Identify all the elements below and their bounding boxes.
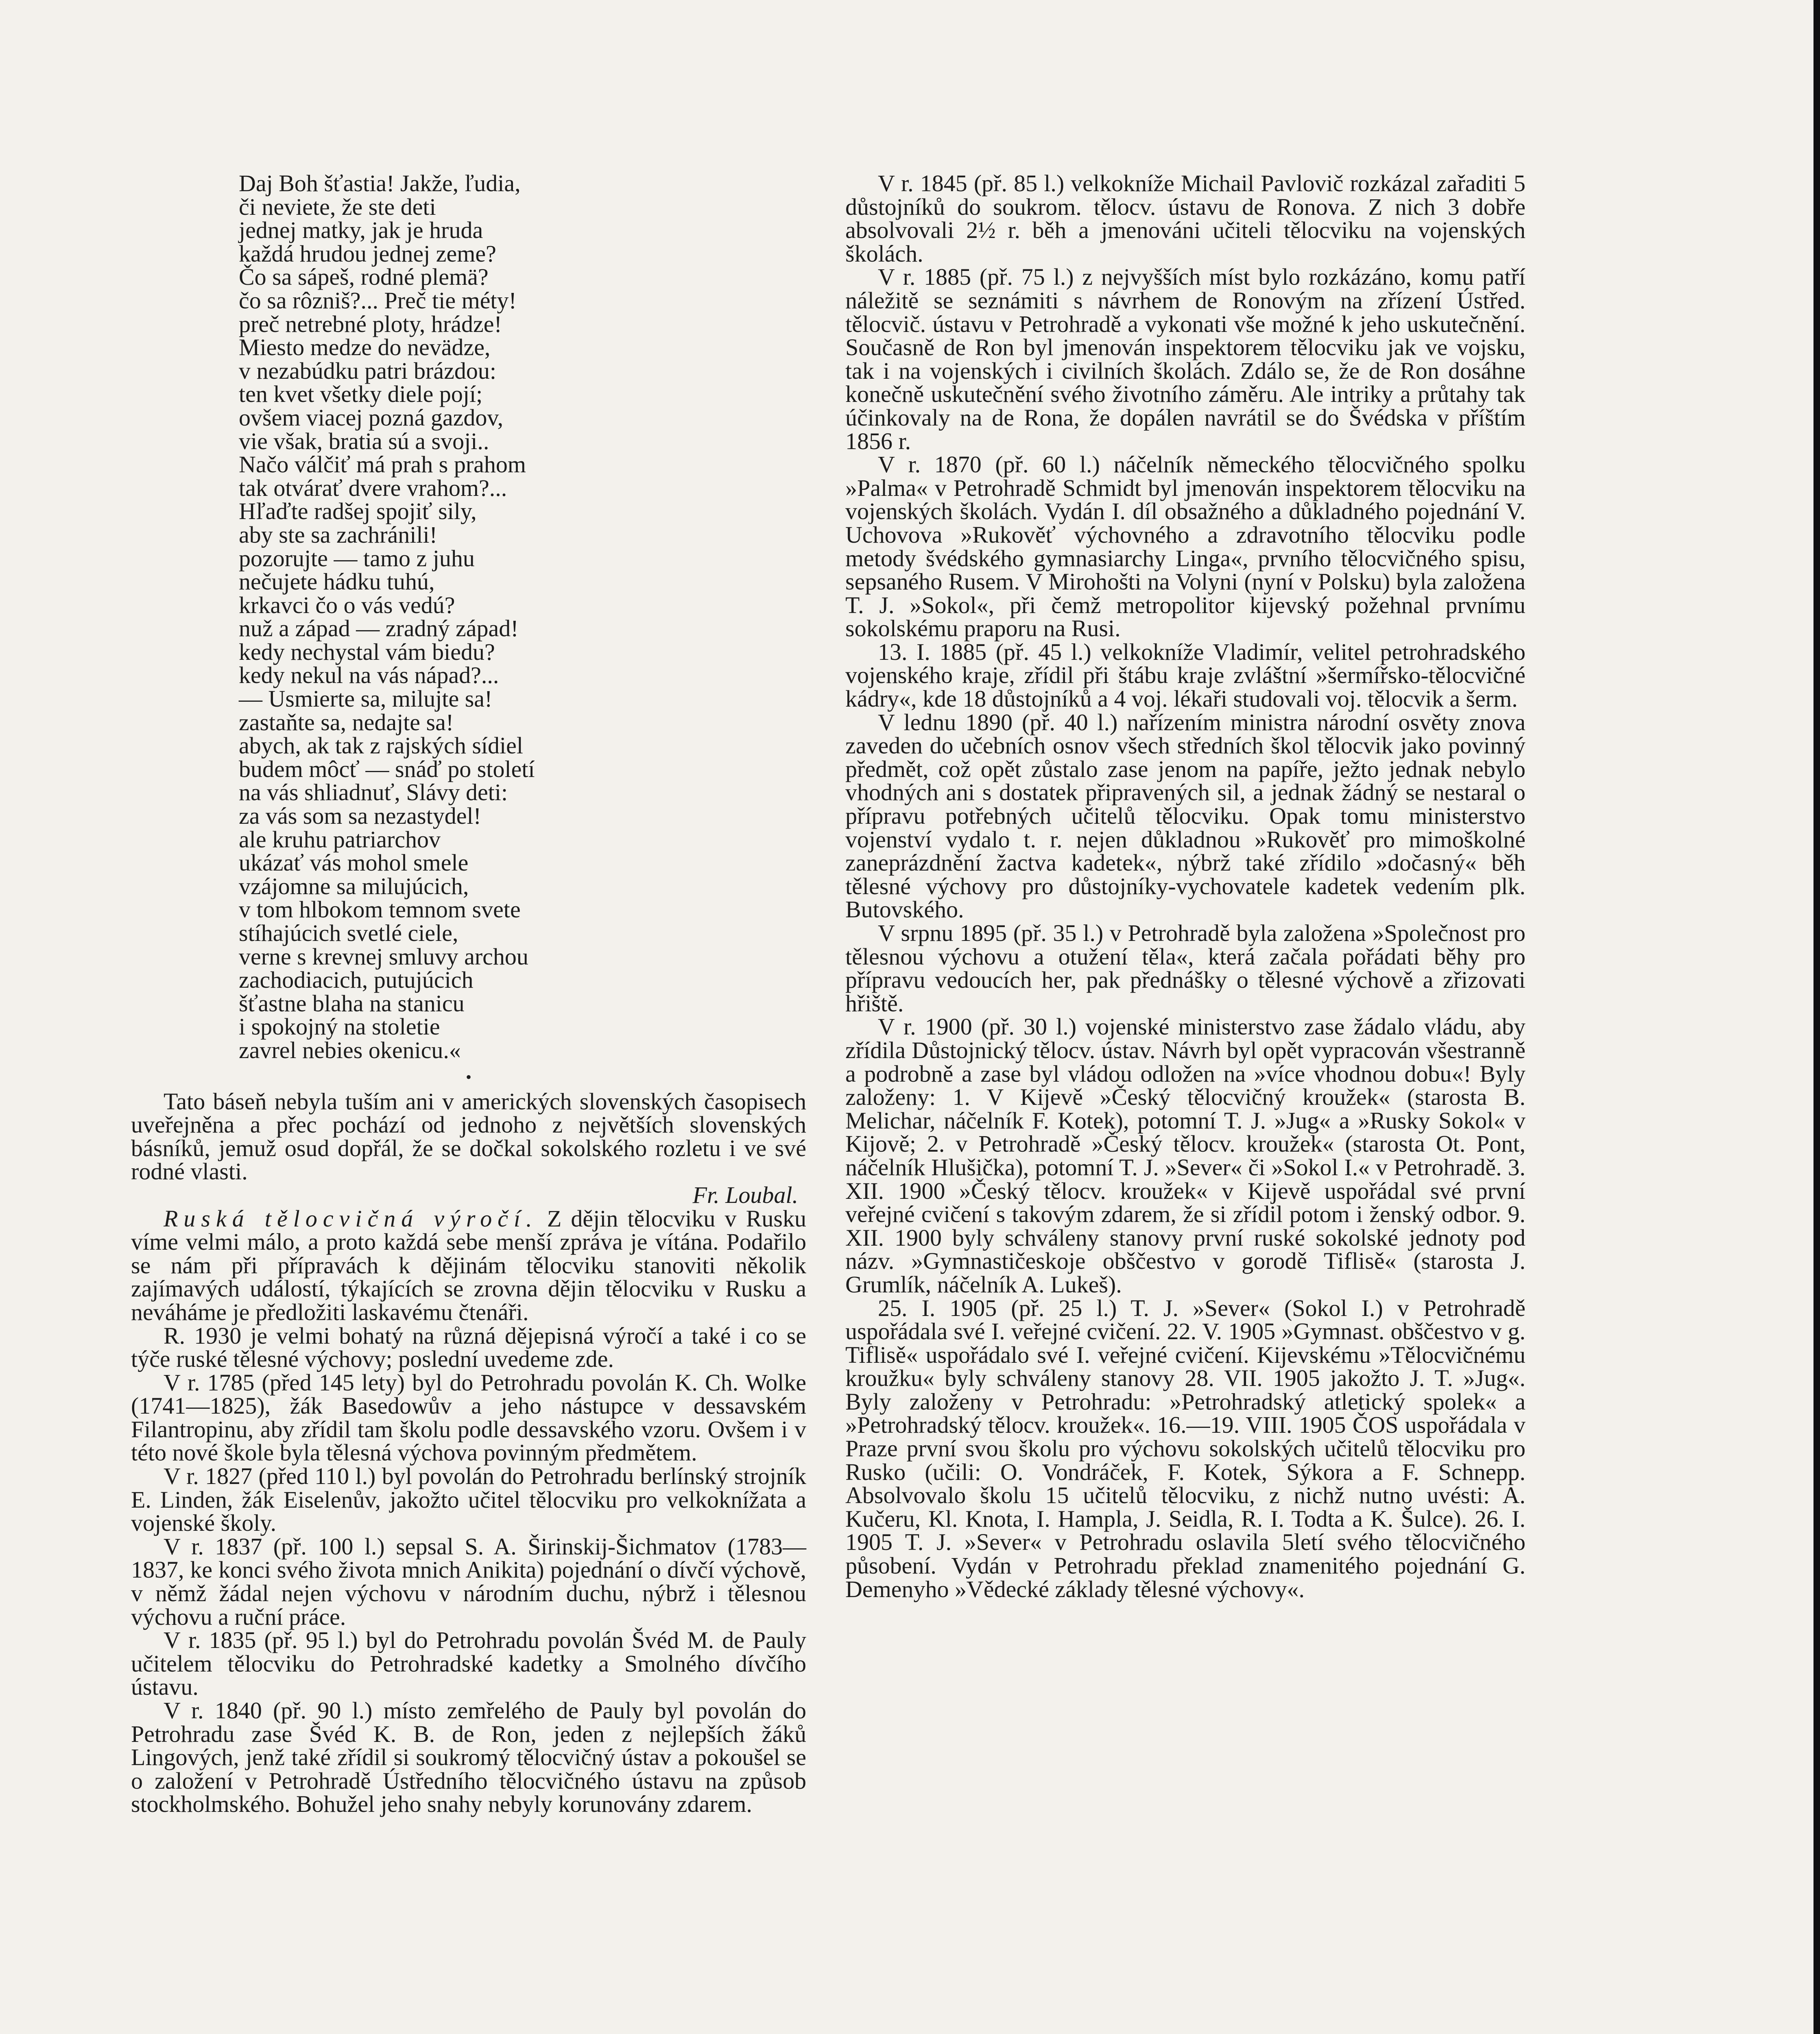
poem-line: krkavci čo o vás vedú? <box>239 591 455 618</box>
poem-separator: • <box>465 1067 471 1086</box>
poem-line: i spokojný na stoletie <box>239 1013 440 1040</box>
poem-line: kedy nekul na vás nápad?... <box>239 662 499 689</box>
poem-line: abych, ak tak z rajských sídiel <box>239 732 523 759</box>
poem-line: zastaňte sa, nedajte sa! <box>239 709 454 735</box>
poem-line: v tom hlbokom temnom svete <box>239 896 521 923</box>
poem-line: vie však, bratia sú a svoji.. <box>239 428 489 454</box>
paragraph: V r. 1827 (před 110 l.) byl povolán do Petrohradu berlínský strojník E. Linden, žák Eiselenův, jakožto učitel tělocviku pro velkoknížata a vojenské školy. <box>131 1463 806 1536</box>
paragraph: V lednu 1890 (př. 40 l.) nařízením ministra národní osvěty znova zaveden do učebních osnov všech středních škol tělocvik jako povinný předmět, což opět zůstalo zase jenom na papíře, ježto jednak nebylo vhodných ani s dostatek připravených sil, a jednak žádný se nestaral o přípravu potřebných učitelů tělocviku. Opak tomu ministerstvo vojenství vydalo t. r. nejen důkladnou »Rukověť pro mimoškolné zaneprázdnění žactva kadetek«, nýbrž také zřídilo »dočasný« běh tělesné výchovy pro důstojníky-vychovatele kadetek vedením plk. Butovského. <box>845 709 1525 923</box>
poem-line: nuž a západ — zradný západ! <box>239 615 519 642</box>
poem-line: — Usmierte sa, milujte sa! <box>239 685 493 712</box>
poem-line: čo sa rôzniš?... Preč tie méty! <box>239 287 517 314</box>
paragraph: V r. 1845 (př. 85 l.) velkokníže Michail Pavlovič rozkázal zařaditi 5 důstojníků do soukrom. tělocv. ústavu de Ronova. Z nich 3 dobře absolvovali 2½ r. běh a jmenováni učiteli tělocviku na vojenských školách. <box>845 170 1525 267</box>
paragraph: V r. 1837 (př. 100 l.) sepsal S. A. Širinskij-Šichmatov (1783—1837, ke konci svého života mnich Anikita) pojednání o dívčí výchově, v němž žádal nejen výchovu v národním duchu, nýbrž i tělesnou výchovu a ruční práce. <box>131 1533 806 1630</box>
paragraph: R. 1930 je velmi bohatý na různá dějepisná výročí a také i co se týče ruské tělesné výchovy; poslední uvedeme zde. <box>131 1322 806 1373</box>
poem-line: ten kvet všetky diele pojí; <box>239 381 483 408</box>
paragraph: V r. 1835 (př. 95 l.) byl do Petrohradu povolán Švéd M. de Pauly učitelem tělocviku do Petrohradské kadetky a Smolného dívčího ústavu. <box>131 1627 806 1700</box>
poem-line: šťastne blaha na stanicu <box>239 990 465 1017</box>
left-column <box>131 172 806 1816</box>
poem-line: Hľaďte radšej spojiť sily, <box>239 498 477 525</box>
poem-line: či neviete, že ste deti <box>239 193 436 220</box>
poem-line: Čo sa sápeš, rodné plemä? <box>239 264 489 290</box>
poem-line: každá hrudou jednej zeme? <box>239 240 496 267</box>
poem-line: Daj Boh šťastia! Jakže, ľudia, <box>239 170 521 196</box>
right-column <box>845 172 1525 1601</box>
poem-line: jednej matky, jak je hruda <box>239 217 483 244</box>
poem-line: ovšem viacej pozná gazdov, <box>239 404 504 431</box>
poem <box>239 172 806 1062</box>
section-intro-paragraph <box>131 1207 806 1324</box>
poem-line: v nezabúdku patri brázdou: <box>239 357 496 384</box>
poem-line: ukázať vás mohol smele <box>239 849 469 876</box>
poem-line: pozorujte — tamo z juhu <box>239 545 475 572</box>
section-intro: Z dějin tělocviku v Rusku víme velmi málo, a proto každá sebe menší zpráva je vítána. Podařilo se nám při přípravách k dějinám tělocviku stanoviti několik zajímavých událostí, týkajících se zrovna dějin tělocviku v Rusku a neváháme je předložiti laskavému čtenáři. <box>131 1205 806 1325</box>
paragraph: 13. I. 1885 (př. 45 l.) velkokníže Vladimír, velitel petrohradského vojenského kraje, zřídil při štábu kraje zvláštní »šermířsko-tělocvičné kádry«, kde 18 důstojníků a 4 voj. lékaři studovali voj. tělocvik a šerm. <box>845 638 1525 712</box>
scan-edge <box>1813 0 1820 2034</box>
poem-line: budem môcť — snáď po století <box>239 755 535 782</box>
poem-line: Načo válčiť má prah s prahom <box>239 451 526 478</box>
poem-line: vzájomne sa milujúcich, <box>239 873 469 899</box>
poem-line: ale kruhu patriarchov <box>239 826 441 853</box>
paragraph: V r. 1885 (př. 75 l.) z nejvyšších míst bylo rozkázáno, komu patří náležitě se seznámiti s návrhem de Ronovým na zřízení Ústřed. tělocvič. ústavu v Petrohradě a vykonati vše možné k jeho uskutečnění. Současně de Ron byl jmenován inspektorem tělocviku jak ve vojsku, tak i na vojenských i civilních školách. Zdálo se, že de Ron dosáhne konečně uskutečnění svého životního záměru. Ale intriky a průtahy tak účinkovaly na de Rona, že dopálen navrátil se do Švédska v příštím 1856 r. <box>845 264 1525 454</box>
poem-line: nečujete hádku tuhú, <box>239 568 435 595</box>
poem-line: aby ste sa zachránili! <box>239 521 437 548</box>
note-signature-row <box>131 1183 806 1207</box>
poem-line: na vás shliadnuť, Slávy deti: <box>239 779 508 806</box>
paragraph: V r. 1870 (př. 60 l.) náčelník německého tělocvičného spolku »Palma« v Petrohradě Schmidt byl jmenován inspektorem tělocviku na vojenských školách. Vydán I. díl obsažného a důkladného pojednání V. Uchovova »Rukověť výchovného a zdravotního tělocviku podle metody švédského gymnasiarchy Linga«, prvního tělocvičného spisu, sepsaného Rusem. V Mirohošti na Volyni (nyní v Polsku) byla založena T. J. »Sokol«, při čemž metropolitor kijevský požehnal prvnímu sokolskému praporu na Rusi. <box>845 451 1525 642</box>
paragraph: V srpnu 1895 (př. 35 l.) v Petrohradě byla založena »Společnost pro tělesnou výchovu a otužení těla«, která začala pořádati běhy pro přípravu vedoucích her, pak přednášky o tělesné výchově a zřizovati hřiště. <box>845 920 1525 1017</box>
paragraph: V r. 1785 (před 145 lety) byl do Petrohradu povolán K. Ch. Wolke (1741—1825), žák Basedowův a jeho nástupce v dessavském Filantropinu, aby zřídil tam školu podle dessavského vzoru. Ovšem i v této nové škole byla tělesná výchova povinným předmětem. <box>131 1369 806 1466</box>
paragraph: 25. I. 1905 (př. 25 l.) T. J. »Sever« (Sokol I.) v Petrohradě uspořádala své I. veřejné cvičení. 22. V. 1905 »Gymnast. obščestvo v g. Tiflisě« uspořádalo své I. veřejné cvičení. Kijevskému »Tělocvičnému kroužku« byly schváleny stanovy 28. VII. 1905 jakožto J. T. »Jug«. Byly založeny v Petrohradu: »Petrohradský atletický spolek« a »Petrohradský tělocv. kroužek«. 16.—19. VIII. 1905 ČOS uspořádala v Praze první svou školu pro výchovu sokolských učitelů tělocviku pro Rusko (učili: O. Vondráček, F. Kotek, Sýkora a F. Schnepp. Absolvovalo školu 15 učitelů tělocviku, z nichž nutno uvésti: A. Kučeru, Kl. Knota, I. Hampla, J. Seidla, R. I. Todta a K. Šulce). 26. I. 1905 T. J. »Sever« v Petrohradu oslavila 5letí svého tělocvičného působení. Vydán v Petrohradu překlad znamenitého pojednání G. Demenyho »Vědecké základy tělesné výchovy«. <box>845 1294 1525 1602</box>
poem-line: Miesto medze do nevädze, <box>239 334 491 361</box>
poem-line: zavrel nebies okenicu.« <box>239 1037 461 1063</box>
paragraph: V r. 1840 (př. 90 l.) místo zemřelého de Pauly byl povolán do Petrohradu zase Švéd K. B. de Ron, jeden z nejlepších žáků Lingových, jenž také zřídil si soukromý tělocvičný ústav a pokoušel se o založení v Petrohradě Ústředního tělocvičného ústavu na způsob stockholmského. Bohužel jeho snahy nebyly korunovány zdarem. <box>131 1697 806 1818</box>
editor-note: Tato báseň nebyla tuším ani v amerických slovenských časopisech uveřejněna a přec pochází od jednoho z největších slovenských básníků, jemuž osud dopřál, že se dočkal sokolského rozletu i ve své rodné vlasti. <box>131 1088 806 1185</box>
poem-line: za vás som sa nezastydel! <box>239 803 481 829</box>
poem-line: zachodiacich, putujúcich <box>239 967 474 993</box>
poem-line: preč netrebné ploty, hrádze! <box>239 310 502 337</box>
poem-line: kedy nechystal vám biedu? <box>239 638 495 665</box>
poem-line: tak otvárať dvere vrahom?... <box>239 474 507 501</box>
note-author: Fr. Loubal. <box>692 1181 798 1208</box>
poem-line: verne s krevnej smluvy archou <box>239 943 528 970</box>
paragraph: V r. 1900 (př. 30 l.) vojenské ministerstvo zase žádalo vládu, aby zřídila Důstojnický tělocv. ústav. Návrh byl opět vypracován všestranně a podrobně a zase byl vládou odložen na »více vhodnou dobu«! Byly založeny: 1. V Kijevě »Český tělocvičný kroužek« (starosta B. Melichar, náčelník F. Kotek), potomní T. J. »Jug« a »Rusky Sokol« v Kijově; 2. v Petrohradě »Český tělocv. kroužek« (starosta Ot. Pont, náčelník Hlušička), potomní T. J. »Sever« či »Sokol I.« v Petrohradě. 3. XII. 1900 »Český tělocv. kroužek« v Kijevě uspořádal své první veřejné cvičení s takovým zdarem, že si zřídil potom i ženský odbor. 9. XII. 1900 byly schváleny stanovy první ruské sokolské jednoty pod názv. »Gymnastičeskoje obščestvo v gorodě Tiflisě« (starosta J. Grumlík, náčelník A. Lukeš). <box>845 1013 1525 1298</box>
poem-line: stíhajúcich svetlé ciele, <box>239 920 458 946</box>
section-title: Ruská tělocvičná výročí. <box>164 1205 538 1232</box>
